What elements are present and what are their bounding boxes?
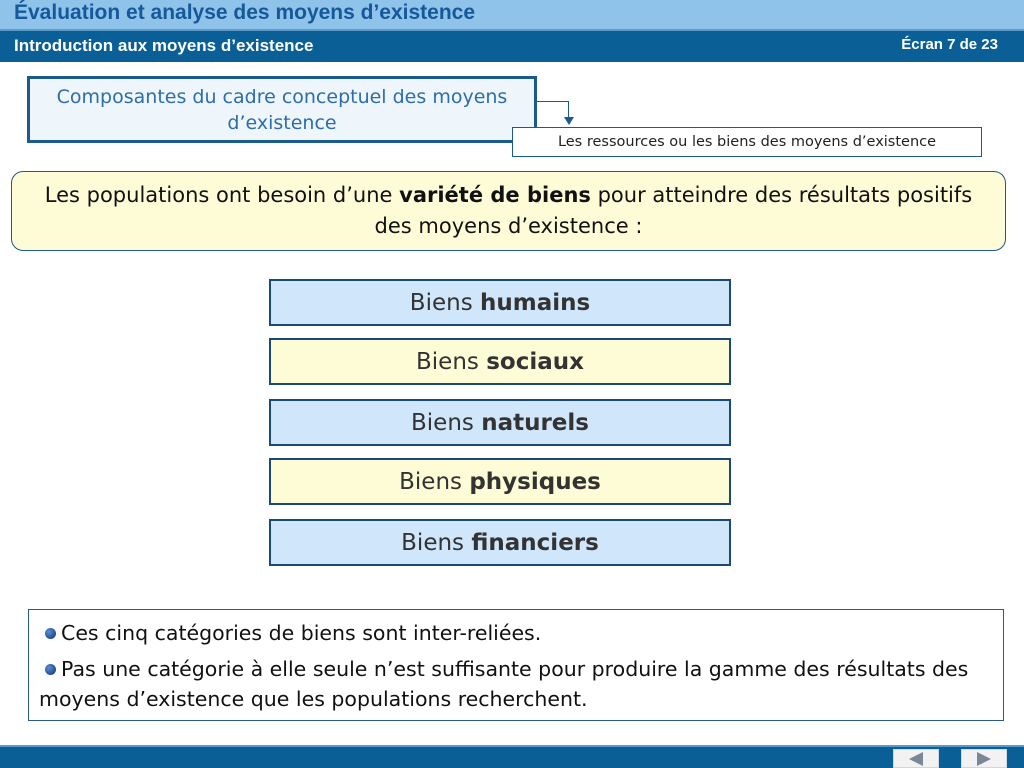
framework-components-label: Composantes du cadre conceptuel des moyens d’existence xyxy=(56,85,508,134)
asset-prefix: Biens xyxy=(409,289,473,316)
note-text: Pas une catégorie à elle seule n’est suffisante pour produire la gamme des résultats des moyens d’existence que les populations recherchent. xyxy=(39,657,969,711)
intro-text xyxy=(39,180,979,242)
next-screen-button[interactable] xyxy=(961,749,1007,768)
framework-components-box xyxy=(27,76,537,143)
asset-financial xyxy=(269,519,731,566)
notes-box xyxy=(28,609,1004,721)
resources-tag xyxy=(512,127,982,157)
asset-prefix: Biens xyxy=(401,529,465,556)
asset-prefix: Biens xyxy=(399,468,463,495)
course-title: Évaluation et analyse des moyens d’existence xyxy=(14,1,476,24)
section-header-bar xyxy=(0,29,1024,62)
right-triangle-icon xyxy=(977,752,991,766)
connector-arrow-icon xyxy=(564,117,574,125)
bullet-icon xyxy=(45,664,56,675)
bullet-icon xyxy=(45,628,56,639)
asset-name: financiers xyxy=(471,529,599,556)
asset-social xyxy=(269,338,731,385)
connector-line xyxy=(537,101,569,118)
note-text: Ces cinq catégories de biens sont inter-reliées. xyxy=(61,621,542,645)
screen-counter: Écran 7 de 23 xyxy=(901,36,998,53)
asset-prefix: Biens xyxy=(411,409,474,436)
asset-name: humains xyxy=(480,289,591,316)
intro-text-start: Les populations ont besoin d’une xyxy=(44,183,400,207)
asset-prefix: Biens xyxy=(416,348,479,375)
asset-natural xyxy=(269,399,731,446)
intro-callout xyxy=(11,171,1006,251)
intro-text-emphasis: variété de biens xyxy=(399,183,591,207)
section-title: Introduction aux moyens d’existence xyxy=(14,36,314,55)
asset-name: physiques xyxy=(469,468,601,495)
note-item xyxy=(39,618,993,648)
previous-screen-button[interactable] xyxy=(893,749,939,768)
asset-name: sociaux xyxy=(486,348,584,375)
intro-text-end: pour atteindre des résultats positifs des moyens d’existence : xyxy=(374,183,973,238)
resources-label: Les ressources ou les biens des moyens d’existence xyxy=(557,134,937,150)
footer-bar xyxy=(0,745,1024,768)
left-triangle-icon xyxy=(909,752,923,766)
course-header-bar xyxy=(0,0,1024,29)
asset-name: naturels xyxy=(481,409,589,436)
asset-human xyxy=(269,279,731,326)
asset-physical xyxy=(269,458,731,505)
note-item xyxy=(39,654,993,714)
